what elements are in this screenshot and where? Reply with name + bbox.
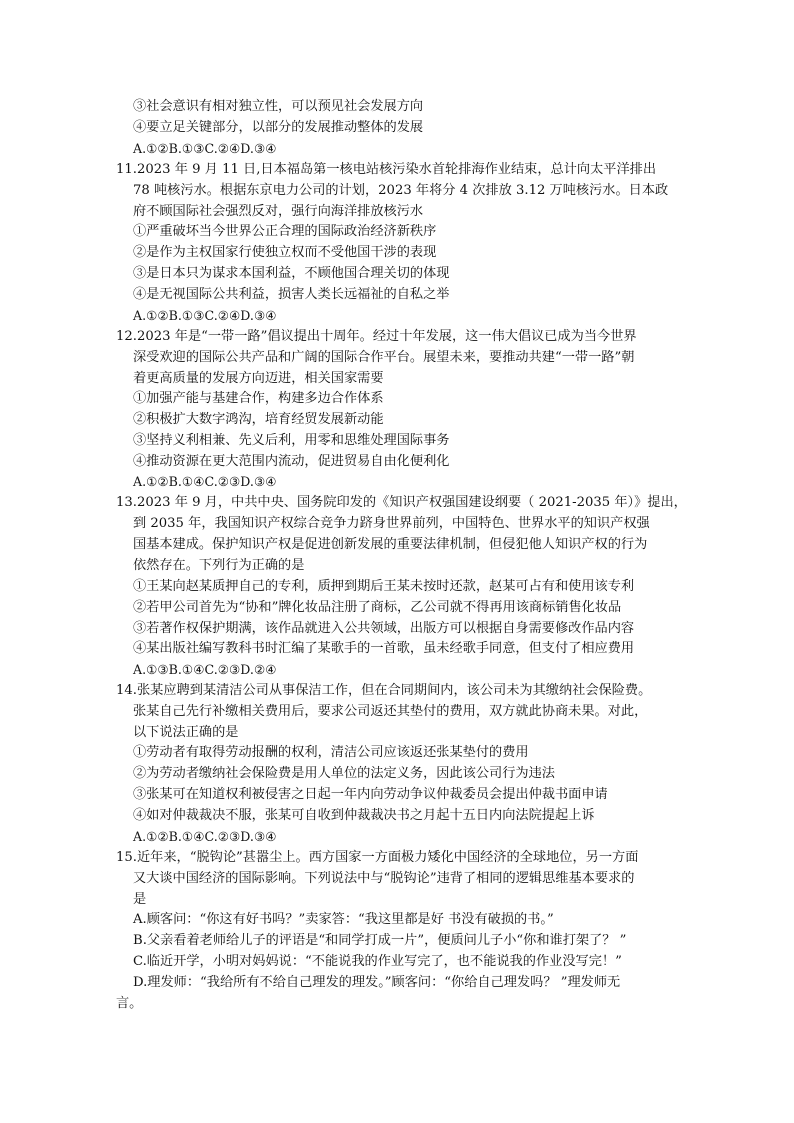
question-13-option-1: ①王某向赵某质押自己的专利，质押到期后王某未按时还款，赵某可占有和使用该专利 bbox=[133, 579, 635, 594]
question-13-option-3: ③若著作权保护期满，该作品就进入公共领域，出版方可以根据自身需要修改作品内容 bbox=[133, 621, 635, 636]
question-15-option-d-continued: 言。 bbox=[116, 996, 143, 1011]
question-12-option-3: ③坚持义利相兼、先义后利，用零和思维处理国际事务 bbox=[133, 433, 450, 448]
question-11-stem: 11.2023 年 9 月 11 日,日本福岛第一核电站核污染水首轮排海作业结束，总计向太平洋排出 bbox=[116, 162, 657, 177]
question-12-option-2: ②积极扩大数字鸿沟，培育经贸发展新动能 bbox=[133, 412, 384, 427]
option-4: ④要立足关键部分，以部分的发展推动整体的发展 bbox=[133, 120, 424, 135]
question-15-stem: 又大谈中国经济的国际影响。下列说法中与“脱钩论”违背了相同的逻辑思维基本要求的 bbox=[133, 871, 635, 886]
question-14-option-3: ③张某可在知道权利被侵害之日起一年内向劳动争议仲裁委员会提出仲裁书面申请 bbox=[133, 787, 608, 802]
question-12-stem: 着更高质量的发展方向迈进，相关国家需要 bbox=[133, 371, 384, 386]
question-15-option-b: B.父亲看着老师给儿子的评语是“和同学打成一片”，便质问儿子小“你和谁打架了？ ” bbox=[133, 933, 627, 948]
question-11-option-3: ③是日本只为谋求本国利益，不顾他国合理关切的体现 bbox=[133, 266, 450, 281]
question-12-stem: 深受欢迎的国际公共产品和广阔的国际合作平台。展望未来，要推动共建“一带一路”朝 bbox=[133, 350, 635, 365]
question-13-stem: 13.2023 年 9 月，中共中央、国务院印发的《知识产权强国建设纲要（ 2021-2035 年）》提出， bbox=[116, 495, 687, 510]
question-13-stem: 国基本建成。保护知识产权是促进创新发展的重要法律机制，但侵犯他人知识产权的行为 bbox=[133, 537, 648, 552]
question-11-option-2: ②是作为主权国家行使独立权而不受他国干涉的表现 bbox=[133, 245, 437, 260]
question-13-option-2: ②若甲公司首先为“协和”牌化妆品注册了商标，乙公司就不得再用该商标销售化妆品 bbox=[133, 600, 622, 615]
question-15-option-a: A.顾客问：“你这有好书吗？”卖家答：“我这里都是好 书没有破损的书。” bbox=[133, 912, 554, 927]
question-11-option-1: ①严重破坏当今世界公正合理的国际政治经济新秩序 bbox=[133, 224, 437, 239]
question-12-answers: A.①②B.①④C.②③D.③④ bbox=[133, 474, 277, 489]
question-11-option-4: ④是无视国际公共利益，损害人类长远福祉的自私之举 bbox=[133, 287, 450, 302]
option-3: ③社会意识有相对独立性，可以预见社会发展方向 bbox=[133, 99, 424, 114]
question-13-option-4: ④某出版社编写教科书时汇编了某歌手的一首歌，虽未经歌手同意，但支付了相应费用 bbox=[133, 641, 635, 656]
question-11-stem: 78 吨核污水。根据东京电力公司的计划，2023 年将分 4 次排放 3.12 万吨核污水。日本政 bbox=[133, 183, 669, 198]
question-11-answers: A.①②B.①③C.②④D.③④ bbox=[133, 308, 277, 323]
question-13-stem: 依然存在。下列行为正确的是 bbox=[133, 558, 305, 573]
answer-choices: A.①②B.①③C.②④D.③④ bbox=[133, 141, 277, 156]
question-14-option-2: ②为劳动者缴纳社会保险费是用人单位的法定义务，因此该公司行为违法 bbox=[133, 766, 555, 781]
question-14-stem: 张某自己先行补缴相关费用后，要求公司返还其垫付的费用，双方就此协商未果。对此， bbox=[133, 704, 648, 719]
question-14-stem: 以下说法正确的是 bbox=[133, 725, 239, 740]
question-14-stem: 14.张某应聘到某清洁公司从事保洁工作，但在合同期间内，该公司未为其缴纳社会保险费。 bbox=[116, 683, 652, 698]
question-14-answers: A.①②B.①④C.②③D.③④ bbox=[133, 829, 277, 844]
question-11-stem: 府不顾国际社会强烈反对，强行向海洋排放核污水 bbox=[133, 204, 424, 219]
question-12-option-4: ④推动资源在更大范围内流动，促进贸易自由化便利化 bbox=[133, 454, 450, 469]
question-12-option-1: ①加强产能与基建合作，构建多边合作体系 bbox=[133, 391, 384, 406]
question-15-stem: 15.近年来，“脱钩论”甚嚣尘上。西方国家一方面极力矮化中国经济的全球地位，另一方面 bbox=[116, 850, 639, 865]
question-14-option-4: ④如对仲裁裁决不服，张某可自收到仲裁裁决书之月起十五日内向法院提起上诉 bbox=[133, 808, 595, 823]
question-15-option-c: C.临近开学，小明对妈妈说：“不能说我的作业写完了，也不能说我的作业没写完！” bbox=[133, 954, 622, 969]
question-14-option-1: ①劳动者有取得劳动报酬的权利，清洁公司应该返还张某垫付的费用 bbox=[133, 745, 529, 760]
question-13-stem: 到 2035 年，我国知识产权综合竞争力跻身世界前列，中国特色、世界水平的知识产权强 bbox=[133, 516, 650, 531]
question-15-option-d: D.理发师：“我给所有不给自己理发的理发。”顾客问：“你给自己理发吗？ ”理发师无 bbox=[133, 975, 621, 990]
question-12-stem: 12.2023 年是“一带一路”倡议提出十周年。经过十年发展，这一伟大倡议已成为当今世界 bbox=[116, 329, 637, 344]
question-13-answers: A.①③B.①④C.②③D.②④ bbox=[133, 662, 277, 677]
question-15-stem: 是 bbox=[133, 892, 147, 907]
